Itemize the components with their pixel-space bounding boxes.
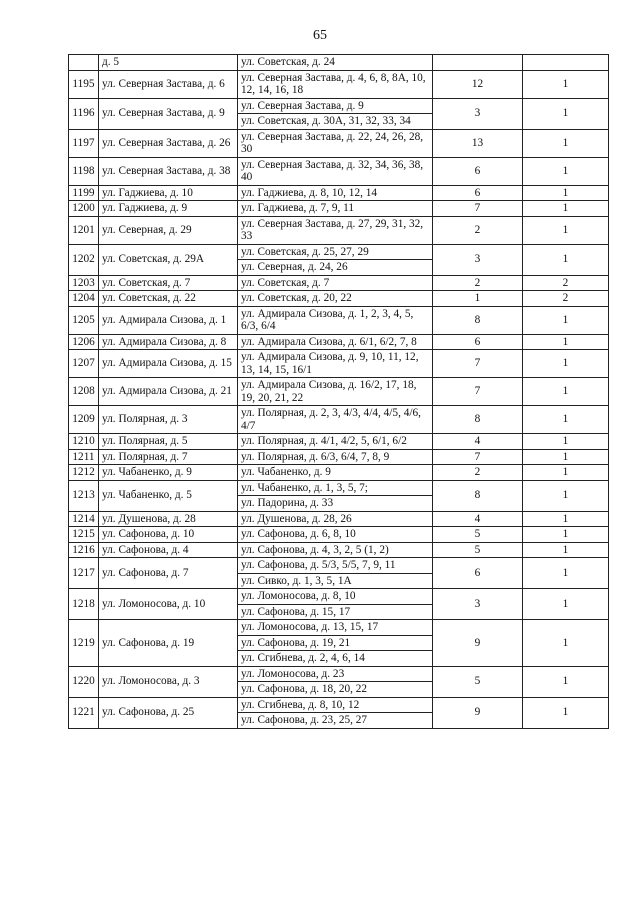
served-addresses-cell: ул. Ломоносова, д. 23: [238, 666, 433, 682]
table-row: [69, 157, 609, 185]
row-number-cell: 1218: [69, 589, 99, 620]
served-addresses-cell: ул. Адмирала Сизова, д. 9, 10, 11, 12, 13, 14, 15, 16/1: [238, 350, 433, 378]
house-address-cell: ул. Сафонова, д. 10: [99, 527, 238, 543]
count-b-cell: 1: [523, 185, 609, 201]
served-addresses-cell: ул. Северная Застава, д. 27, 29, 31, 32, 33: [238, 216, 433, 244]
row-number-cell: 1204: [69, 291, 99, 307]
count-b-cell: 1: [523, 465, 609, 481]
count-a-cell: 7: [433, 201, 523, 217]
row-number-cell: 1203: [69, 275, 99, 291]
served-addresses-cell: ул. Чабаненко, д. 9: [238, 465, 433, 481]
served-addresses-cell: ул. Советская, д. 24: [238, 55, 433, 71]
row-number-cell: 1201: [69, 216, 99, 244]
row-number-cell: 1198: [69, 157, 99, 185]
house-address-cell: ул. Адмирала Сизова, д. 8: [99, 334, 238, 350]
table-row: [69, 406, 609, 434]
count-b-cell: 2: [523, 275, 609, 291]
count-a-cell: 12: [433, 70, 523, 98]
row-number-cell: 1220: [69, 666, 99, 697]
page-number: 65: [313, 28, 327, 43]
count-b-cell: 1: [523, 201, 609, 217]
served-addresses-cell: ул. Северная Застава, д. 32, 34, 36, 38, 40: [238, 157, 433, 185]
count-a-cell: 1: [433, 291, 523, 307]
row-number-cell: 1208: [69, 378, 99, 406]
count-a-cell: 4: [433, 511, 523, 527]
count-b-cell: 1: [523, 434, 609, 450]
count-a-cell: 5: [433, 542, 523, 558]
house-address-cell: ул. Полярная, д. 7: [99, 449, 238, 465]
served-addresses-cell: ул. Северная Застава, д. 4, 6, 8, 8А, 10, 12, 14, 16, 18: [238, 70, 433, 98]
house-address-cell: ул. Северная Застава, д. 9: [99, 98, 238, 129]
house-address-cell: ул. Советская, д. 29А: [99, 244, 238, 275]
count-a-cell: 2: [433, 465, 523, 481]
served-addresses-cell: ул. Советская, д. 30А, 31, 32, 33, 34: [238, 114, 433, 130]
house-address-cell: ул. Сафонова, д. 19: [99, 620, 238, 667]
served-addresses-cell: ул. Полярная, д. 2, 3, 4/3, 4/4, 4/5, 4/6, 4/7: [238, 406, 433, 434]
row-number-cell: 1219: [69, 620, 99, 667]
served-addresses-cell: ул. Советская, д. 20, 22: [238, 291, 433, 307]
served-addresses-cell: ул. Северная, д. 24, 26: [238, 260, 433, 276]
house-address-cell: ул. Чабаненко, д. 5: [99, 480, 238, 511]
count-a-cell: 9: [433, 620, 523, 667]
served-addresses-cell: ул. Советская, д. 7: [238, 275, 433, 291]
count-a-cell: 7: [433, 350, 523, 378]
house-address-cell: ул. Северная Застава, д. 26: [99, 129, 238, 157]
count-a-cell: 6: [433, 558, 523, 589]
house-address-cell: ул. Советская, д. 22: [99, 291, 238, 307]
count-b-cell: 2: [523, 291, 609, 307]
row-number-cell: 1195: [69, 70, 99, 98]
table-row: [69, 98, 609, 114]
table-row: [69, 620, 609, 636]
count-b-cell: 1: [523, 620, 609, 667]
table-row: [69, 216, 609, 244]
row-number-cell: 1202: [69, 244, 99, 275]
row-number-cell: 1214: [69, 511, 99, 527]
count-a-cell: 8: [433, 480, 523, 511]
house-address-cell: ул. Советская, д. 7: [99, 275, 238, 291]
table-row: [69, 275, 609, 291]
house-address-cell: ул. Адмирала Сизова, д. 1: [99, 306, 238, 334]
count-b-cell: 1: [523, 558, 609, 589]
table-row: [69, 542, 609, 558]
served-addresses-cell: ул. Сафонова, д. 23, 25, 27: [238, 713, 433, 729]
table-row: [69, 589, 609, 605]
house-address-cell: ул. Гаджиева, д. 10: [99, 185, 238, 201]
count-b-cell: 1: [523, 70, 609, 98]
count-a-cell: 4: [433, 434, 523, 450]
served-addresses-cell: ул. Полярная, д. 4/1, 4/2, 5, 6/1, 6/2: [238, 434, 433, 450]
count-b-cell: 1: [523, 334, 609, 350]
count-b-cell: [523, 55, 609, 71]
count-a-cell: 2: [433, 216, 523, 244]
served-addresses-cell: ул. Адмирала Сизова, д. 1, 2, 3, 4, 5, 6/3, 6/4: [238, 306, 433, 334]
count-a-cell: [433, 55, 523, 71]
served-addresses-cell: ул. Северная Застава, д. 9: [238, 98, 433, 114]
row-number-cell: 1205: [69, 306, 99, 334]
count-b-cell: 1: [523, 98, 609, 129]
table-row: [69, 70, 609, 98]
served-addresses-cell: ул. Гаджиева, д. 7, 9, 11: [238, 201, 433, 217]
house-address-cell: ул. Полярная, д. 5: [99, 434, 238, 450]
served-addresses-cell: ул. Сафонова, д. 6, 8, 10: [238, 527, 433, 543]
house-address-cell: ул. Сафонова, д. 4: [99, 542, 238, 558]
house-address-cell: ул. Ломоносова, д. 10: [99, 589, 238, 620]
count-b-cell: 1: [523, 350, 609, 378]
table-row: [69, 291, 609, 307]
served-addresses-cell: ул. Сафонова, д. 18, 20, 22: [238, 682, 433, 698]
count-a-cell: 3: [433, 244, 523, 275]
house-address-cell: ул. Душенова, д. 28: [99, 511, 238, 527]
count-b-cell: 1: [523, 306, 609, 334]
table-row: [69, 527, 609, 543]
house-address-cell: ул. Ломоносова, д. 3: [99, 666, 238, 697]
table-row: [69, 480, 609, 496]
table-row: [69, 511, 609, 527]
served-addresses-cell: ул. Ломоносова, д. 8, 10: [238, 589, 433, 605]
row-number-cell: 1215: [69, 527, 99, 543]
table-row: [69, 129, 609, 157]
table-row-continuation: [69, 55, 609, 71]
house-address-cell: ул. Северная, д. 29: [99, 216, 238, 244]
served-addresses-cell: ул. Сафонова, д. 5/3, 5/5, 7, 9, 11: [238, 558, 433, 574]
house-address-cell: д. 5: [99, 55, 238, 71]
house-address-cell: ул. Чабаненко, д. 9: [99, 465, 238, 481]
served-addresses-cell: ул. Сгибнева, д. 2, 4, 6, 14: [238, 651, 433, 667]
served-addresses-cell: ул. Адмирала Сизова, д. 16/2, 17, 18, 19, 20, 21, 22: [238, 378, 433, 406]
house-address-cell: ул. Сафонова, д. 7: [99, 558, 238, 589]
served-addresses-cell: ул. Полярная, д. 6/3, 6/4, 7, 8, 9: [238, 449, 433, 465]
table-row: [69, 558, 609, 574]
count-a-cell: 9: [433, 697, 523, 728]
table-row: [69, 201, 609, 217]
house-address-cell: ул. Адмирала Сизова, д. 21: [99, 378, 238, 406]
table-row: [69, 666, 609, 682]
count-a-cell: 8: [433, 306, 523, 334]
count-a-cell: 3: [433, 98, 523, 129]
count-a-cell: 6: [433, 157, 523, 185]
count-b-cell: 1: [523, 480, 609, 511]
served-addresses-cell: ул. Душенова, д. 28, 26: [238, 511, 433, 527]
table-row: [69, 449, 609, 465]
count-a-cell: 13: [433, 129, 523, 157]
table-row: [69, 306, 609, 334]
row-number-cell: 1217: [69, 558, 99, 589]
served-addresses-cell: ул. Адмирала Сизова, д. 6/1, 6/2, 7, 8: [238, 334, 433, 350]
table-row: [69, 434, 609, 450]
count-b-cell: 1: [523, 129, 609, 157]
row-number-cell: 1221: [69, 697, 99, 728]
served-addresses-cell: ул. Сафонова, д. 19, 21: [238, 635, 433, 651]
address-table: [68, 54, 609, 729]
count-b-cell: 1: [523, 216, 609, 244]
count-a-cell: 7: [433, 449, 523, 465]
row-number-cell: 1196: [69, 98, 99, 129]
count-b-cell: 1: [523, 542, 609, 558]
served-addresses-cell: ул. Гаджиева, д. 8, 10, 12, 14: [238, 185, 433, 201]
row-number-cell: 1199: [69, 185, 99, 201]
count-b-cell: 1: [523, 157, 609, 185]
table-row: [69, 465, 609, 481]
count-b-cell: 1: [523, 666, 609, 697]
count-a-cell: 5: [433, 666, 523, 697]
row-number-cell: 1216: [69, 542, 99, 558]
row-number-cell: [69, 55, 99, 71]
row-number-cell: 1210: [69, 434, 99, 450]
table-row: [69, 350, 609, 378]
served-addresses-cell: ул. Северная Застава, д. 22, 24, 26, 28, 30: [238, 129, 433, 157]
house-address-cell: ул. Полярная, д. 3: [99, 406, 238, 434]
count-b-cell: 1: [523, 697, 609, 728]
table-row: [69, 185, 609, 201]
row-number-cell: 1209: [69, 406, 99, 434]
table-row: [69, 244, 609, 260]
served-addresses-cell: ул. Ломоносова, д. 13, 15, 17: [238, 620, 433, 636]
served-addresses-cell: ул. Чабаненко, д. 1, 3, 5, 7;: [238, 480, 433, 496]
table-row: [69, 697, 609, 713]
count-a-cell: 5: [433, 527, 523, 543]
count-a-cell: 3: [433, 589, 523, 620]
served-addresses-cell: ул. Советская, д. 25, 27, 29: [238, 244, 433, 260]
count-b-cell: 1: [523, 511, 609, 527]
count-a-cell: 6: [433, 334, 523, 350]
house-address-cell: ул. Сафонова, д. 25: [99, 697, 238, 728]
row-number-cell: 1211: [69, 449, 99, 465]
served-addresses-cell: ул. Сафонова, д. 4, 3, 2, 5 (1, 2): [238, 542, 433, 558]
count-b-cell: 1: [523, 449, 609, 465]
count-b-cell: 1: [523, 406, 609, 434]
row-number-cell: 1207: [69, 350, 99, 378]
served-addresses-cell: ул. Падорина, д. 33: [238, 496, 433, 512]
count-b-cell: 1: [523, 244, 609, 275]
count-a-cell: 7: [433, 378, 523, 406]
row-number-cell: 1197: [69, 129, 99, 157]
count-b-cell: 1: [523, 527, 609, 543]
count-a-cell: 6: [433, 185, 523, 201]
count-b-cell: 1: [523, 589, 609, 620]
row-number-cell: 1206: [69, 334, 99, 350]
count-a-cell: 8: [433, 406, 523, 434]
row-number-cell: 1200: [69, 201, 99, 217]
count-b-cell: 1: [523, 378, 609, 406]
table-row: [69, 334, 609, 350]
table-row: [69, 378, 609, 406]
house-address-cell: ул. Адмирала Сизова, д. 15: [99, 350, 238, 378]
served-addresses-cell: ул. Сгибнева, д. 8, 10, 12: [238, 697, 433, 713]
house-address-cell: ул. Северная Застава, д. 38: [99, 157, 238, 185]
served-addresses-cell: ул. Сафонова, д. 15, 17: [238, 604, 433, 620]
row-number-cell: 1213: [69, 480, 99, 511]
house-address-cell: ул. Северная Застава, д. 6: [99, 70, 238, 98]
count-a-cell: 2: [433, 275, 523, 291]
served-addresses-cell: ул. Сивко, д. 1, 3, 5, 1А: [238, 573, 433, 589]
row-number-cell: 1212: [69, 465, 99, 481]
house-address-cell: ул. Гаджиева, д. 9: [99, 201, 238, 217]
table-body: [69, 55, 609, 729]
